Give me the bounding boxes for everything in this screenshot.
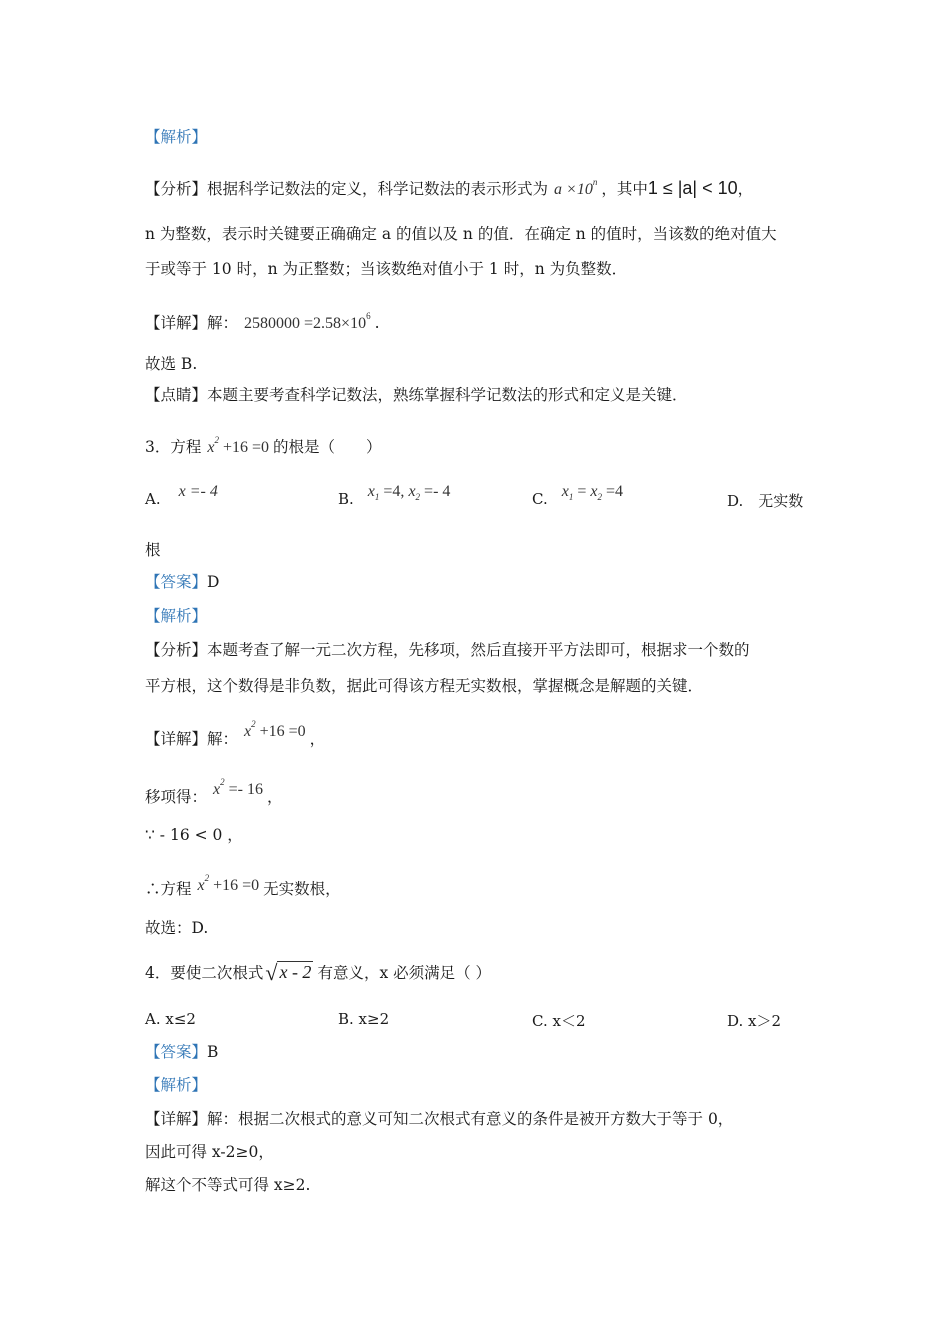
- question-3: [145, 430, 382, 458]
- q3-move-eq: $x^2 =- 16$: [213, 777, 263, 798]
- q3-answer: [145, 572, 219, 592]
- analysis-line-1: [145, 172, 753, 200]
- detail-tag: 【详解】解：: [145, 314, 239, 332]
- q3-move: 移项得： $x^2 =- 16$ ，: [145, 777, 283, 806]
- q3-prefix: 3．方程: [145, 438, 202, 456]
- q4-detail-2: 因此可得 x-2≥0，: [145, 1143, 274, 1161]
- choose-b: 故选 B.: [145, 355, 198, 373]
- analysis-mid: ，其中: [601, 180, 648, 198]
- q3-equation: $x^2 +16 =0$: [207, 435, 270, 456]
- q3-therefore-eq: $x^2 +16 =0$: [197, 873, 260, 894]
- dianjing-tag: 【点睛】: [145, 386, 208, 404]
- q3-option-a[interactable]: A. x =- 4: [145, 483, 218, 508]
- q3-option-d-cont: 根: [145, 541, 161, 559]
- q3-detail-eq: $x^2 +16 =0$: [244, 719, 306, 740]
- q3-detail: 【详解】解： $x^2 +16 =0$ ，: [145, 719, 326, 748]
- q4-answer: 【答案】B: [145, 1043, 219, 1061]
- q3-option-d[interactable]: D. 无实数: [727, 492, 804, 510]
- q3-choose: 故选：D.: [145, 919, 209, 937]
- q3-because: ∵ - 16 < 0 ，: [145, 826, 243, 844]
- q3-option-c[interactable]: C. $x_1 = x_2 =4$: [532, 483, 623, 508]
- question-4: 4．要使二次根式√ x - 2 有意义，x 必须满足（ ）: [145, 960, 492, 985]
- q3-therefore: ∴方程 $x^2 +16 =0$ 无实数根，: [145, 873, 341, 898]
- q4-option-c[interactable]: C. x＜2: [532, 1012, 586, 1030]
- analysis-end: ，: [737, 180, 754, 198]
- q3-analysis-2: 平方根，这个数得是非负数，据此可得该方程无实数根，掌握概念是解题的关键．: [145, 677, 704, 695]
- section-jiexi-1: 【解析】: [145, 128, 208, 146]
- q4-detail-1: 【详解】解：根据二次根式的意义可知二次根式有意义的条件是被开方数大于等于 0，: [145, 1110, 734, 1128]
- radical-expression: √ x - 2: [265, 960, 312, 985]
- q4-option-d[interactable]: D. x＞2: [727, 1012, 782, 1030]
- detail-end: .: [374, 314, 380, 332]
- answer-value: D: [207, 573, 220, 591]
- dianjing-text: 本题主要考查科学记数法，熟练掌握科学记数法的形式和定义是关键．: [207, 386, 688, 404]
- analysis-text: 根据科学记数法的定义，科学记数法的表示形式为: [207, 180, 549, 198]
- analysis-line-2: n 为整数，表示时关键要正确确定 a 的值以及 n 的值．在确定 n 的值时，当该数的绝对值大: [145, 225, 777, 243]
- q3-suffix: 的根是（ ）: [273, 438, 382, 456]
- detail-line: [145, 306, 380, 334]
- sci-notation-formula: $a \times 10^n$: [554, 177, 598, 198]
- inequality: 1 ≤ |a| < 10: [647, 178, 738, 198]
- answer-tag: 【答案】: [145, 573, 208, 591]
- dianjing-line: [145, 385, 688, 405]
- analysis-line-3: 于或等于 10 时，n 为正整数；当该数绝对值小于 1 时，n 为负整数．: [145, 260, 628, 278]
- detail-formula: $2580000 =2.58\times 10^6$: [244, 311, 371, 332]
- q4-jiexi: 【解析】: [145, 1076, 208, 1094]
- q3-option-b[interactable]: B. $x_1 =4$, $x_2 =- 4$: [338, 483, 451, 508]
- q4-option-b[interactable]: B. x≥2: [338, 1010, 390, 1028]
- q3-jiexi: 【解析】: [145, 607, 208, 625]
- analysis-tag: 【分析】: [145, 180, 208, 198]
- q4-option-a[interactable]: A. x≤2: [145, 1010, 196, 1028]
- q4-detail-3: 解这个不等式可得 x≥2.: [145, 1176, 311, 1194]
- q3-analysis-1: 【分析】本题考查了解一元二次方程，先移项，然后直接开平方法即可，根据求一个数的: [145, 641, 750, 659]
